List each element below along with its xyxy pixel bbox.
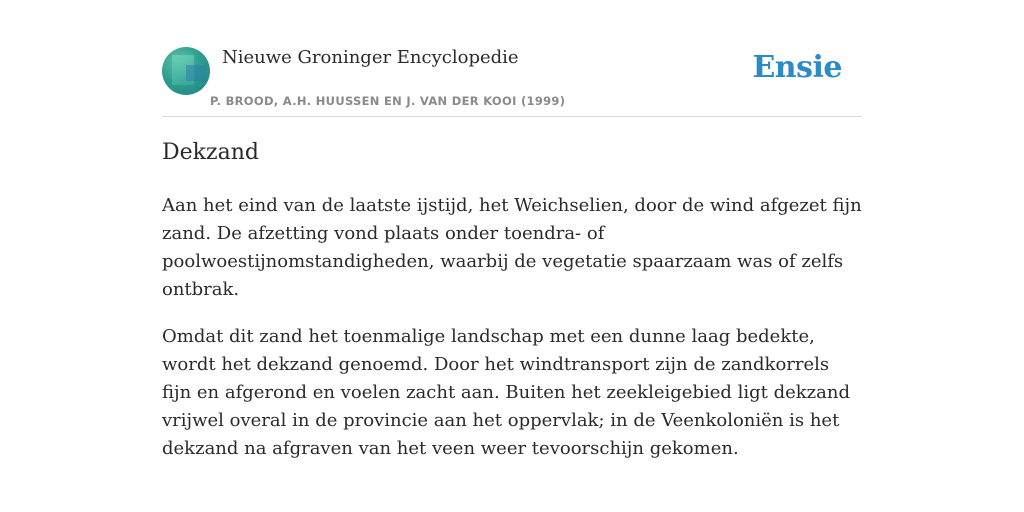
source-avatar[interactable]: [162, 47, 210, 95]
source-title[interactable]: Nieuwe Groninger Encyclopedie: [222, 47, 519, 68]
source-header: [162, 44, 862, 117]
definition-paragraph: Omdat dit zand het toenmalige landschap met een dunne laag bedekte, wordt het dekzand genoemd. Door het windtransport zijn de zandkorrels fijn en afgerond en voelen zacht aan. Buiten het zeekleigebied ligt dekzand vrijwel overal in de provincie aan het oppervlak; in de Veenkoloniën is het dekzand na afgraven van het veen weer tevoorschijn gekomen.: [162, 326, 850, 459]
term-heading: Dekzand: [162, 140, 259, 165]
definition-paragraph: Aan het eind van de laatste ijstijd, het Weichselien, door de wind afgezet fijn zand. De afzetting vond plaats onder toendra- of poolwoestijnomstandigheden, waarbij de vegetatie spaarzaam was of zelfs ontbrak.: [162, 195, 862, 300]
book-cover-overlay: [186, 65, 206, 81]
source-authors: P. BROOD, A.H. HUUSSEN EN J. VAN DER KOOI (1999): [210, 94, 566, 108]
definition-content: [162, 192, 862, 482]
ensie-logo[interactable]: Ensie: [752, 50, 842, 85]
